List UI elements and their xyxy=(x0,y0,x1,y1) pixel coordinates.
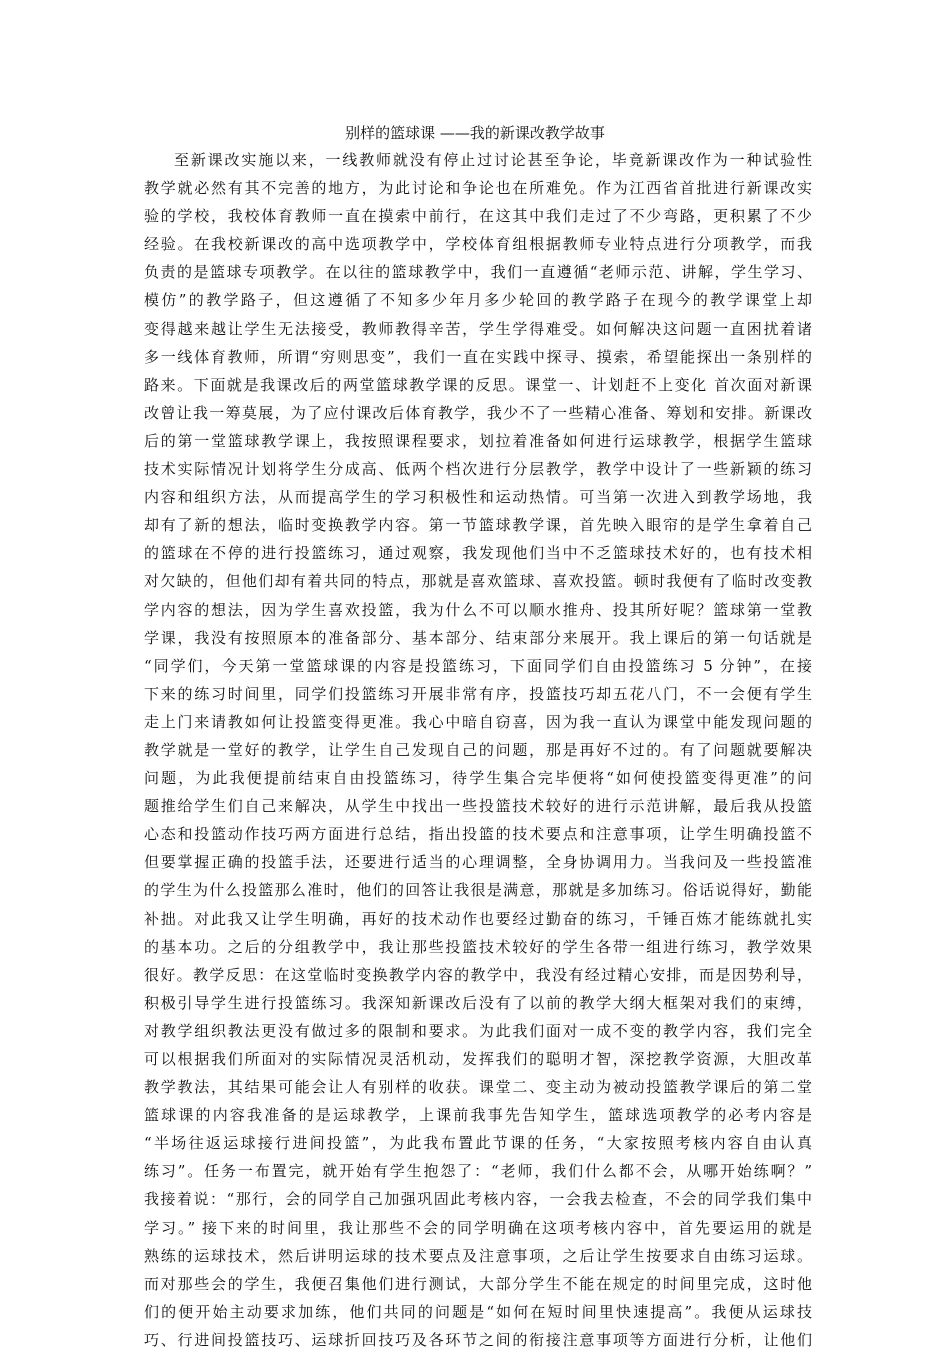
paragraph-line: 内容和组织方法，从而提高学生的学习积极性和运动热情。可当第一次进入到教学场地，我 xyxy=(144,488,812,507)
paragraph-line: 巧、行进间投篮技巧、运球折回技巧及各环节之间的衔接注意事项等方面进行分析，让他们 xyxy=(144,1330,812,1349)
paragraph-line: 学课，我没有按照原本的准备部分、基本部分、结束部分来展开。我上课后的第一句话就是 xyxy=(144,628,812,647)
paragraph-line: 们的便开始主动要求加练，他们共同的问题是“如何在短时间里快速提高”。我便从运球技 xyxy=(144,1302,812,1321)
paragraph-line: 题推给学生们自己来解决，从学生中找出一些投篮技术较好的进行示范讲解，最后我从投篮 xyxy=(144,797,812,816)
paragraph-line: 篮球课的内容我准备的是运球教学，上课前我事先告知学生，篮球选项教学的必考内容是 xyxy=(144,1106,812,1125)
paragraph-line: 路来。下面就是我课改后的两堂篮球教学课的反思。课堂一、计划赶不上变化 首次面对新课 xyxy=(144,375,812,394)
document-title: 别样的篮球课 ——我的新课改教学故事 xyxy=(345,124,605,142)
paragraph-line: 学内容的想法，因为学生喜欢投篮，我为什么不可以顺水推舟、投其所好呢？篮球第一堂教 xyxy=(144,600,812,619)
paragraph-line: 对教学组织教法更没有做过多的限制和要求。为此我们面对一成不变的教学内容，我们完全 xyxy=(144,1021,812,1040)
paragraph-line: 心态和投篮动作技巧两方面进行总结，指出投篮的技术要点和注意事项，让学生明确投篮不 xyxy=(144,825,812,844)
paragraph-line: 熟练的运球技术，然后讲明运球的技术要点及注意事项，之后让学生按要求自由练习运球。 xyxy=(144,1246,812,1265)
paragraph-line: 可以根据我们所面对的实际情况灵活机动，发挥我们的聪明才智，深挖教学资源，大胆改革 xyxy=(144,1050,812,1068)
paragraph-line: 教学就必然有其不完善的地方，为此讨论和争论也在所难免。作为江西省首批进行新课改实 xyxy=(144,179,812,198)
paragraph-line: 验的学校，我校体育教师一直在摸索中前行，在这其中我们走过了不少弯路，更积累了不少 xyxy=(144,207,812,226)
paragraph-line: 练习”。任务一布置完，就开始有学生抱怨了：“老师，我们什么都不会，从哪开始练啊？” xyxy=(144,1162,812,1181)
paragraph-line: 教学教法，其结果可能会让人有别样的收获。课堂二、变主动为被动投篮教学课后的第二堂 xyxy=(144,1078,812,1097)
paragraph-line: 学习。” 接下来的时间里，我让那些不会的同学明确在这项考核内容中，首先要运用的就是 xyxy=(144,1218,812,1237)
paragraph-line: 下来的练习时间里，同学们投篮练习开展非常有序，投篮技巧却五花八门，不一会便有学生 xyxy=(144,684,812,703)
paragraph-line: 经验。在我校新课改的高中选项教学中，学校体育组根据教师专业特点进行分项教学，而我 xyxy=(144,235,812,254)
paragraph-line: 补拙。对此我又让学生明确，再好的技术动作也要经过勤奋的练习，千锤百炼才能练就扎实 xyxy=(144,909,812,928)
paragraph-line: 多一线体育教师，所谓“穷则思变”，我们一直在实践中探寻、摸索，希望能探出一条别样的 xyxy=(144,347,812,366)
paragraph-line: 变得越来越让学生无法接受，教师教得辛苦，学生学得难受。如何解决这问题一直困扰着诸 xyxy=(144,319,812,338)
document-body xyxy=(144,146,812,1354)
paragraph-line: 而对那些会的学生，我便召集他们进行测试，大部分学生不能在规定的时间里完成，这时他 xyxy=(144,1274,812,1293)
paragraph-line: 对欠缺的，但他们却有着共同的特点，那就是喜欢篮球、喜欢投篮。顿时我便有了临时改变教 xyxy=(144,572,812,591)
paragraph-line: 教学就是一堂好的教学，让学生自己发现自己的问题，那是再好不过的。有了问题就要解决 xyxy=(144,740,812,759)
paragraph-line: 却有了新的想法，临时变换教学内容。第一节篮球教学课，首先映入眼帘的是学生拿着自己 xyxy=(144,516,812,535)
paragraph-line: 我接着说：“那行，会的同学自己加强巩固此考核内容，一会我去检查，不会的同学我们集中 xyxy=(144,1190,812,1209)
paragraph-line: 后的第一堂篮球教学课上，我按照课程要求，划拉着准备如何进行运球教学，根据学生篮球 xyxy=(144,431,812,450)
paragraph-line: 改曾让我一筹莫展，为了应付课改后体育教学，我少不了一些精心准备、筹划和安排。新课改 xyxy=(144,403,812,422)
paragraph-line: 积极引导学生进行投篮练习。我深知新课改后没有了以前的教学大纲大框架对我们的束缚， xyxy=(144,993,812,1012)
paragraph-line: 的篮球在不停的进行投篮练习，通过观察，我发现他们当中不乏篮球技术好的，也有技术相 xyxy=(144,544,812,563)
paragraph-line: 但要掌握正确的投篮手法，还要进行适当的心理调整，全身协调用力。当我问及一些投篮准 xyxy=(144,853,812,872)
paragraph-line: 模仿”的教学路子，但这遵循了不知多少年月多少轮回的教学路子在现今的教学课堂上却 xyxy=(144,291,812,310)
paragraph-line: 问题，为此我便提前结束自由投篮练习，待学生集合完毕便将“如何使投篮变得更准”的问 xyxy=(144,769,812,788)
paragraph-line: 的学生为什么投篮那么准时，他们的回答让我很是满意，那就是多加练习。俗话说得好，勤能 xyxy=(144,881,812,900)
paragraph-line: 很好。教学反思：在这堂临时变换教学内容的教学中，我没有经过精心安排，而是因势利导， xyxy=(144,965,812,984)
paragraph-line: 走上门来请教如何让投篮变得更准。我心中暗自窃喜，因为我一直认为课堂中能发现问题的 xyxy=(144,712,812,731)
paragraph-line: “同学们，今天第一堂篮球课的内容是投篮练习，下面同学们自由投篮练习 5 分钟”，在接 xyxy=(144,656,812,675)
paragraph-line: 的基本功。之后的分组教学中，我让那些投篮技术较好的学生各带一组进行练习，教学效果 xyxy=(144,937,812,956)
paragraph-first-line: 至新课改实施以来，一线教师就没有停止过讨论甚至争论，毕竟新课改作为一种试验性 xyxy=(174,151,812,169)
paragraph-line: 负责的是篮球专项教学。在以往的篮球教学中，我们一直遵循“老师示范、讲解，学生学习、 xyxy=(144,263,812,282)
paragraph-line: 技术实际情况计划将学生分成高、低两个档次进行分层教学，教学中设计了一些新颖的练习 xyxy=(144,460,812,479)
paragraph-line: “半场往返运球接行进间投篮”，为此我布置此节课的任务，“大家按照考核内容自由认真 xyxy=(144,1134,812,1153)
